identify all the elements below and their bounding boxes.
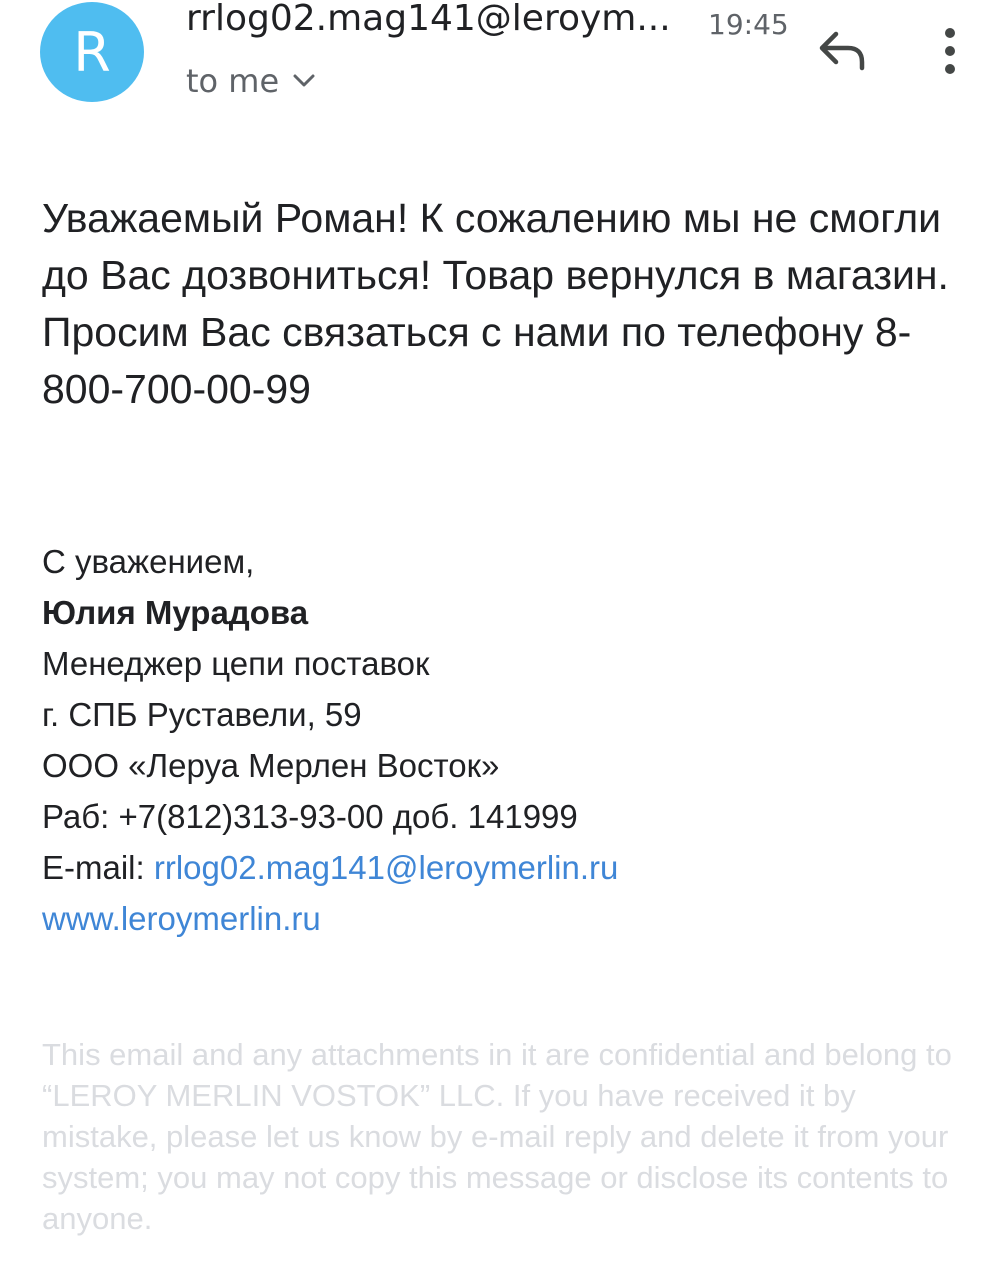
more-vert-icon[interactable] (936, 26, 964, 76)
signature-company: ООО «Леруа Мерлен Восток» (42, 747, 500, 784)
signature-greeting: С уважением, (42, 543, 255, 580)
reply-icon[interactable] (816, 28, 868, 72)
message-body: Уважаемый Роман! К сожалению мы не смогли до Вас дозвониться! Товар вернулся в магазин. Просим Вас связаться с нами по телефону 8-800-700-00-99 (42, 195, 949, 412)
signature-phone: Раб: +7(812)313-93-00 доб. 141999 (42, 798, 578, 835)
sender-avatar[interactable] (40, 2, 144, 102)
recipient-toggle[interactable] (186, 62, 315, 100)
signature-address: г. СПБ Руставели, 59 (42, 696, 362, 733)
signature-block (42, 536, 972, 944)
email-link[interactable]: rrlog02.mag141@leroymerlin.ru (153, 849, 619, 886)
signature-position: Менеджер цепи поставок (42, 645, 430, 682)
message-time: 19:45 (708, 8, 789, 41)
chevron-down-icon (293, 74, 315, 88)
confidentiality-disclaimer: This email and any attachments in it are confidential and belong to “LEROY MERLIN VOSTOK” LLC. If you have received it by mistake, please let us know by e-mail reply and delete it from your system; you may not copy this message or disclose its contents to anyone. (42, 1037, 952, 1236)
avatar-letter: R (73, 20, 111, 84)
recipient-label: to me (186, 62, 280, 100)
signature-name: Юлия Мурадова (42, 594, 309, 631)
email-label: E-mail: (42, 849, 154, 886)
sender-address[interactable]: rrlog02.mag141@leroym... (186, 0, 671, 39)
website-link[interactable]: www.leroymerlin.ru (42, 900, 321, 937)
signature-email-row (42, 842, 972, 893)
